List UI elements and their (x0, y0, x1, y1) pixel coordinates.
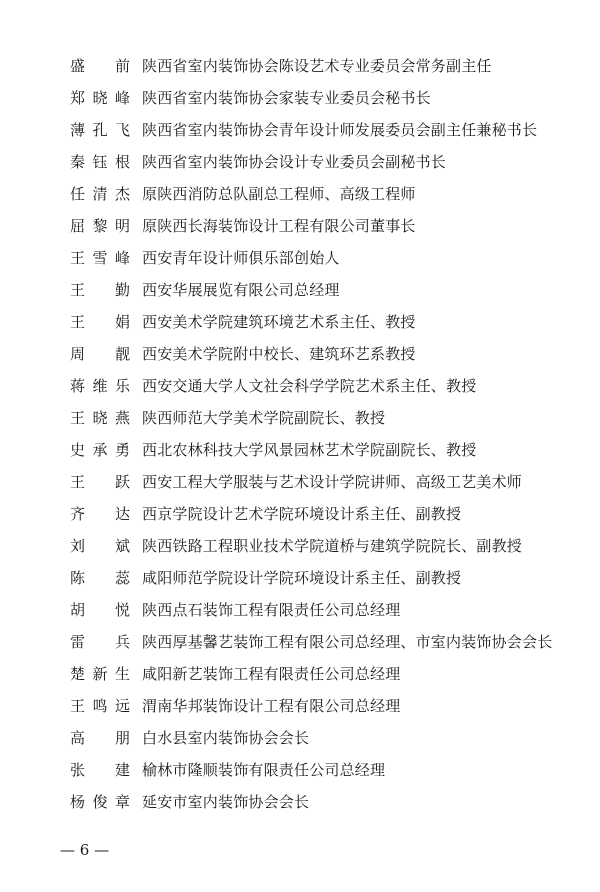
list-item (70, 50, 580, 82)
member-name: 胡悦 (70, 601, 130, 619)
member-title: 延安市室内装饰协会会长 (142, 793, 310, 811)
list-item (70, 338, 580, 370)
member-name: 史承勇 (70, 441, 130, 459)
member-title: 陕西点石装饰工程有限责任公司总经理 (142, 601, 401, 619)
member-title: 西安美术学院建筑环境艺术系主任、教授 (142, 313, 416, 331)
member-name: 王勤 (70, 281, 130, 299)
list-item (70, 722, 580, 754)
list-item (70, 114, 580, 146)
list-item (70, 242, 580, 274)
list-item (70, 466, 580, 498)
member-title: 陕西师范大学美术学院副院长、教授 (142, 409, 386, 427)
member-name: 蒋维乐 (70, 377, 130, 395)
list-item (70, 370, 580, 402)
list-item (70, 146, 580, 178)
list-item (70, 594, 580, 626)
member-name: 王晓燕 (70, 409, 130, 427)
list-item (70, 306, 580, 338)
list-item (70, 626, 580, 658)
member-name: 齐达 (70, 505, 130, 523)
member-title: 白水县室内装饰协会会长 (142, 729, 310, 747)
member-name: 盛前 (70, 57, 130, 75)
member-name: 周靓 (70, 345, 130, 363)
member-name: 楚新生 (70, 665, 130, 683)
member-name: 王娟 (70, 313, 130, 331)
member-name: 刘斌 (70, 537, 130, 555)
member-title: 西安青年设计师俱乐部创始人 (142, 249, 340, 267)
member-title: 西北农林科技大学风景园林艺术学院副院长、教授 (142, 441, 477, 459)
member-name: 陈蕊 (70, 569, 130, 587)
page-number: — 6 — (60, 841, 110, 859)
list-item (70, 434, 580, 466)
member-name: 王雪峰 (70, 249, 130, 267)
member-title: 原陕西消防总队副总工程师、高级工程师 (142, 185, 416, 203)
list-item (70, 498, 580, 530)
member-title: 西安交通大学人文社会科学学院艺术系主任、教授 (142, 377, 477, 395)
member-title: 西安华展展览有限公司总经理 (142, 281, 340, 299)
list-item (70, 210, 580, 242)
member-name: 郑晓峰 (70, 89, 130, 107)
member-title: 陕西厚基馨艺装饰工程有限公司总经理、市室内装饰协会会长 (142, 633, 553, 651)
member-title: 咸阳师范学院设计学院环境设计系主任、副教授 (142, 569, 462, 587)
member-name: 屈黎明 (70, 217, 130, 235)
list-item (70, 690, 580, 722)
member-title: 陕西铁路工程职业技术学院道桥与建筑学院院长、副教授 (142, 537, 523, 555)
list-item (70, 178, 580, 210)
list-item (70, 562, 580, 594)
member-title: 原陕西长海装饰设计工程有限公司董事长 (142, 217, 416, 235)
member-title: 西安美术学院附中校长、建筑环艺系教授 (142, 345, 416, 363)
member-name: 雷兵 (70, 633, 130, 651)
member-title: 渭南华邦装饰设计工程有限公司总经理 (142, 697, 401, 715)
list-item (70, 658, 580, 690)
member-name: 高朋 (70, 729, 130, 747)
member-title: 西安工程大学服装与艺术设计学院讲师、高级工艺美术师 (142, 473, 523, 491)
list-item (70, 786, 580, 818)
member-title: 咸阳新艺装饰工程有限责任公司总经理 (142, 665, 401, 683)
list-item (70, 274, 580, 306)
list-item (70, 402, 580, 434)
list-item (70, 754, 580, 786)
member-name: 王鸣远 (70, 697, 130, 715)
member-title: 陕西省室内装饰协会陈设艺术专业委员会常务副主任 (142, 57, 492, 75)
member-name: 薄孔飞 (70, 121, 130, 139)
member-title: 陕西省室内装饰协会家装专业委员会秘书长 (142, 89, 431, 107)
member-title: 西京学院设计艺术学院环境设计系主任、副教授 (142, 505, 462, 523)
list-item (70, 530, 580, 562)
member-title: 陕西省室内装饰协会设计专业委员会副秘书长 (142, 153, 447, 171)
member-list (70, 50, 580, 818)
member-title: 榆林市隆顺装饰有限责任公司总经理 (142, 761, 386, 779)
member-title: 陕西省室内装饰协会青年设计师发展委员会副主任兼秘书长 (142, 121, 538, 139)
member-name: 秦钰根 (70, 153, 130, 171)
member-name: 张建 (70, 761, 130, 779)
list-item (70, 82, 580, 114)
member-name: 杨俊章 (70, 793, 130, 811)
member-name: 王跃 (70, 473, 130, 491)
member-name: 任清杰 (70, 185, 130, 203)
